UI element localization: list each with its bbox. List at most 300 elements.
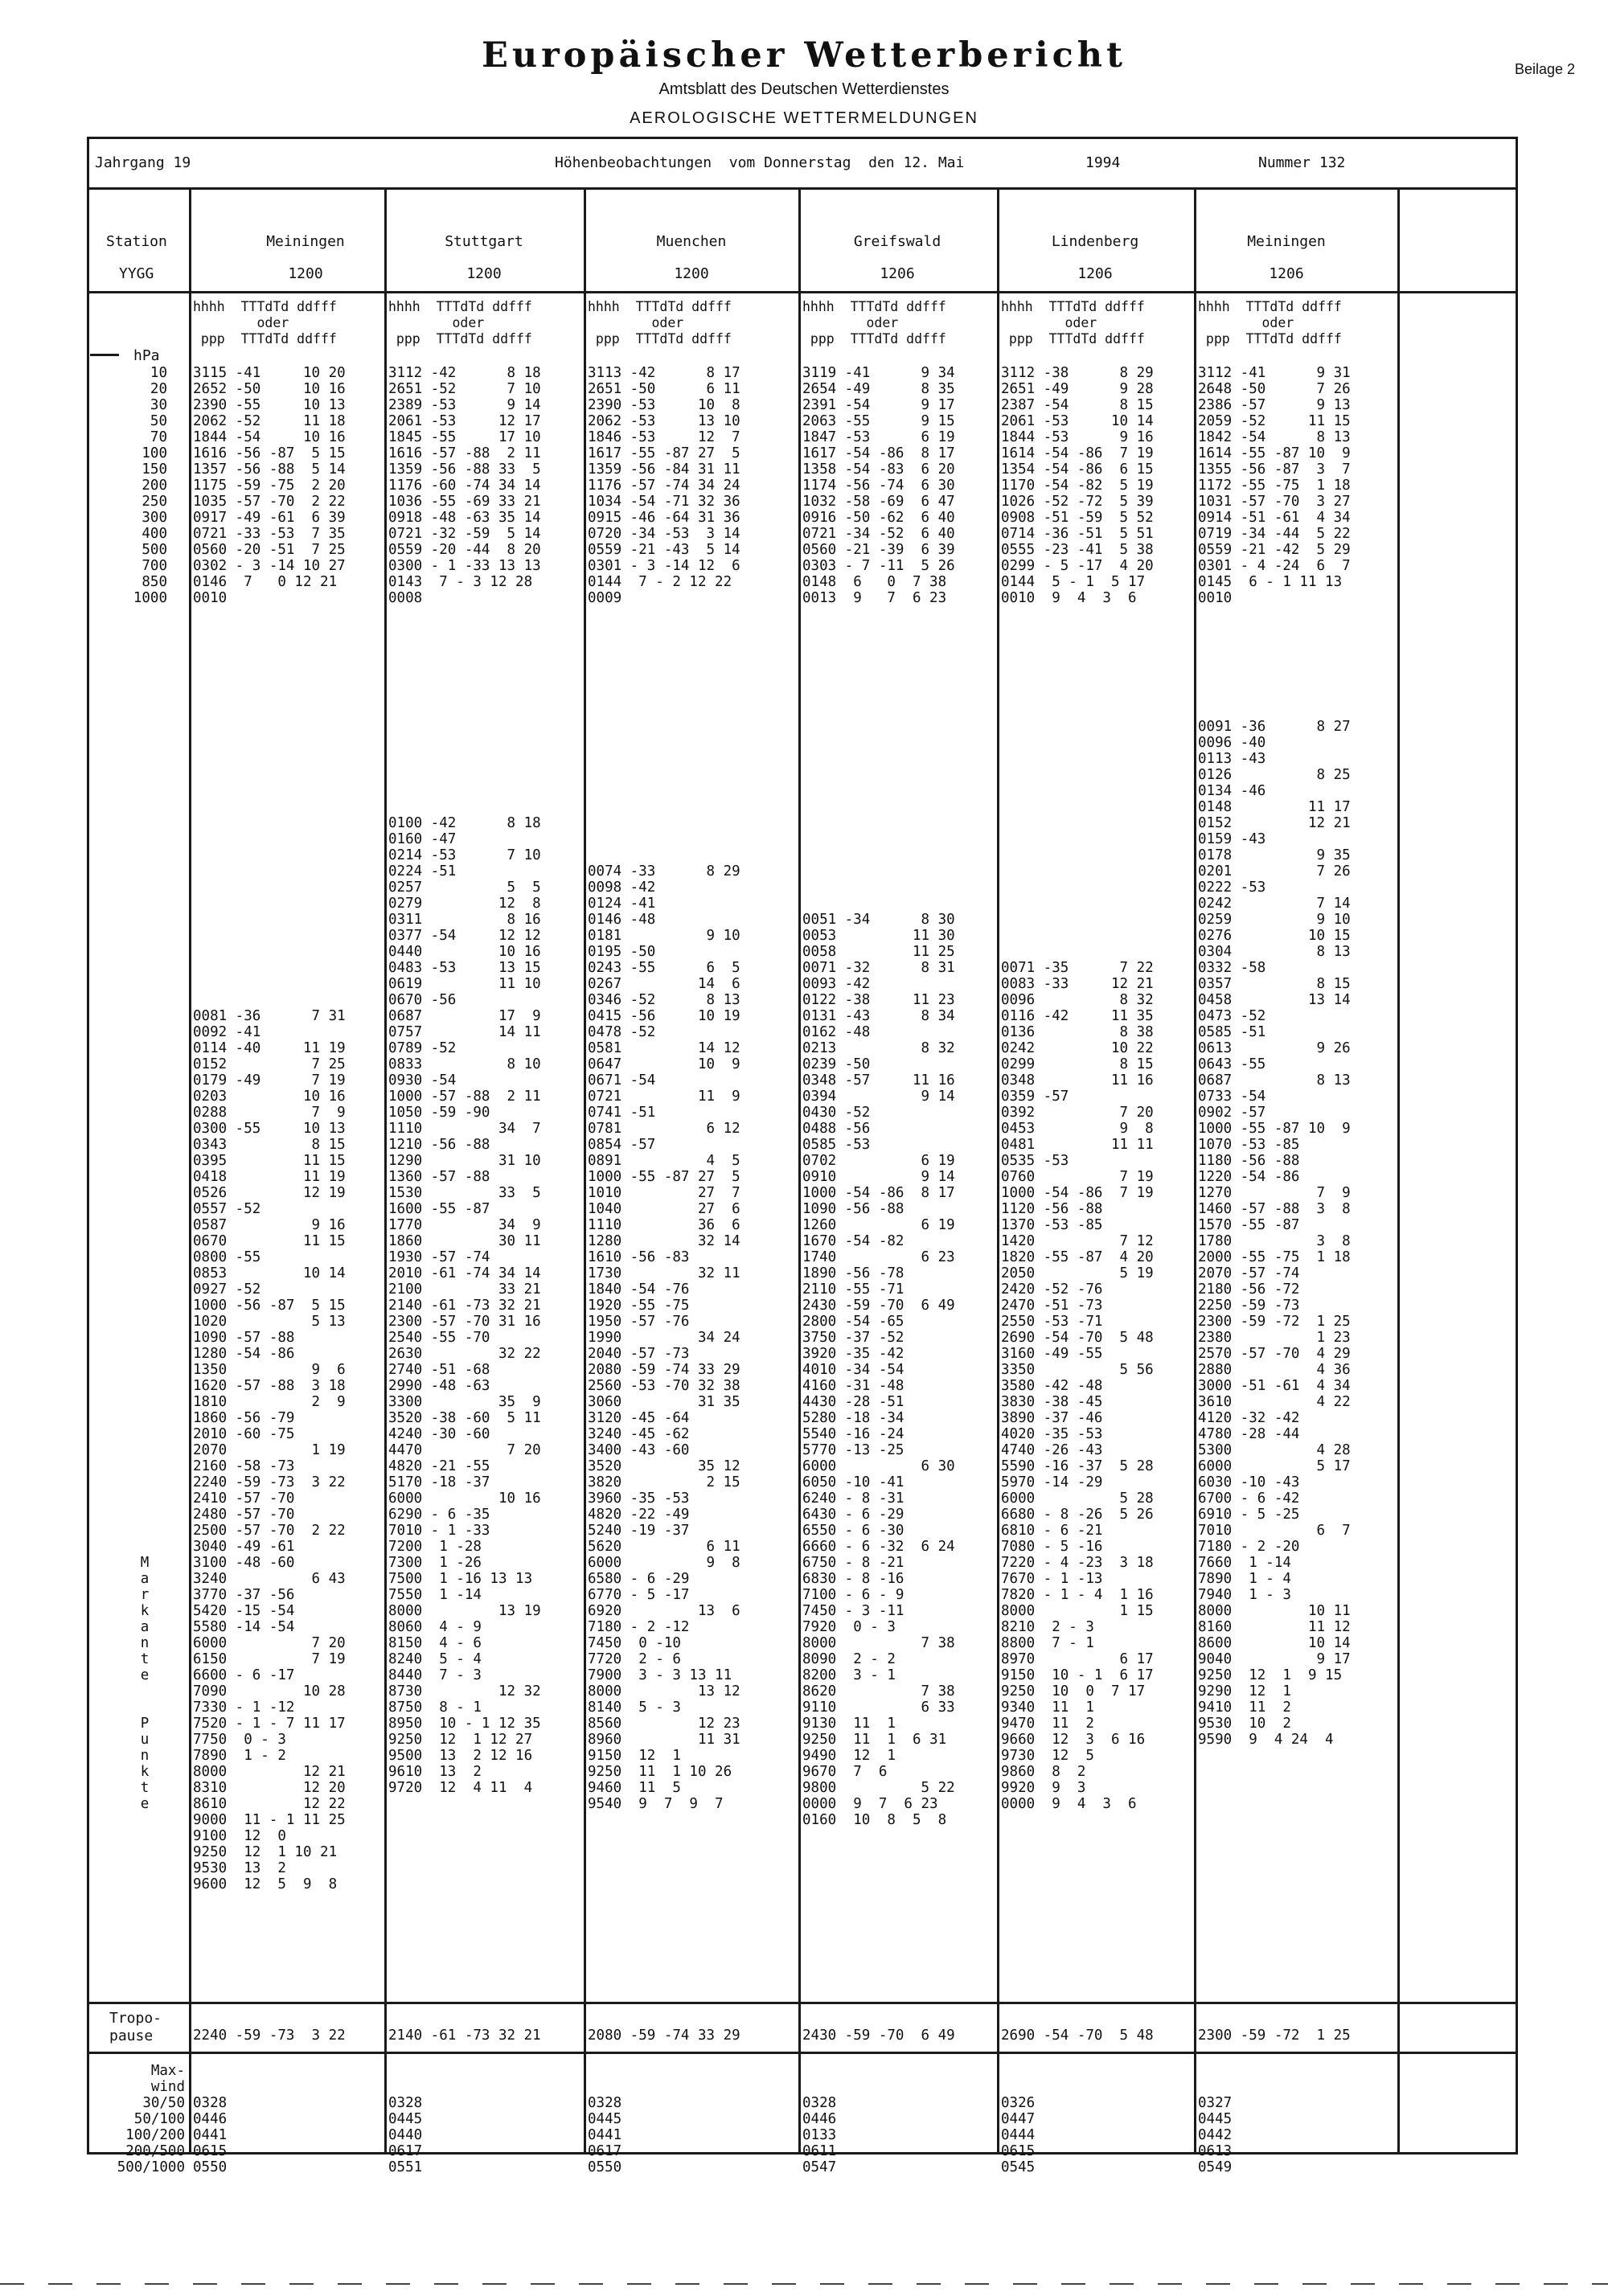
max-wind-label: Max-	[150, 2063, 185, 2079]
data-row: 0009	[588, 590, 622, 606]
data-row: 0549	[1198, 2159, 1233, 2175]
data-row: 1290 31 10	[388, 1153, 541, 1169]
data-row: 8150 4 - 6	[388, 1635, 482, 1651]
data-row: 0441	[588, 2127, 622, 2143]
data-row: 8000 12 21	[193, 1764, 346, 1780]
pressure-level: 20	[150, 381, 167, 397]
data-row: 0114 -40 11 19	[193, 1040, 346, 1056]
data-row: 2500 -57 -70 2 22	[193, 1523, 346, 1539]
data-row: 0259 9 10	[1198, 912, 1351, 928]
data-row: 9150 12 1	[588, 1748, 681, 1764]
data-row: 0092 -41	[193, 1024, 261, 1040]
data-row: 1359 -56 -84 31 11	[588, 461, 740, 478]
data-row: 0910 9 14	[802, 1169, 955, 1185]
column-header: oder	[588, 315, 684, 330]
pressure-level: 100	[142, 445, 167, 461]
data-row: 6000 6 30	[802, 1458, 955, 1474]
significant-levels	[802, 912, 955, 1828]
data-row: 1031 -57 -70 3 27	[1198, 494, 1351, 510]
data-row: 2390 -53 10 8	[588, 397, 740, 413]
data-row: 0418 11 19	[193, 1169, 346, 1185]
column-header: oder	[388, 315, 485, 330]
data-row: 7900 3 - 3 13 11	[588, 1667, 732, 1683]
data-row: 7330 - 1 -12	[193, 1699, 295, 1716]
data-row: 8750 8 - 1	[388, 1699, 482, 1716]
data-row: 0559 -21 -42 5 29	[1198, 542, 1351, 558]
data-row: 6290 - 6 -35	[388, 1507, 490, 1523]
data-row: 7100 - 6 - 9	[802, 1587, 904, 1603]
data-row: 9530 13 2	[193, 1860, 286, 1876]
standard-levels	[193, 365, 346, 606]
data-row: 8730 12 32	[388, 1683, 541, 1699]
data-row: 9000 11 - 1 11 25	[193, 1812, 346, 1828]
data-row: 1040 27 6	[588, 1201, 740, 1217]
vertical-letter: a	[140, 1571, 150, 1587]
pressure-level: 70	[150, 429, 167, 445]
data-row: 1000 -54 -86 8 17	[802, 1185, 955, 1201]
data-row: 3240 6 43	[193, 1571, 346, 1587]
data-row: 1210 -56 -88	[388, 1137, 490, 1153]
data-row: 1000 -55 -87 10 9	[1198, 1121, 1351, 1137]
data-row: 4430 -28 -51	[802, 1394, 904, 1410]
vertical-letter: k	[140, 1764, 150, 1780]
data-row: 1350 9 6	[193, 1362, 346, 1378]
data-row: 9130 11 1	[802, 1716, 896, 1732]
data-row: 0560 -20 -51 7 25	[193, 542, 346, 558]
data-row: 1610 -56 -83	[588, 1249, 690, 1265]
data-row: 9660 12 3 6 16	[1001, 1732, 1146, 1748]
data-row: 0581 14 12	[588, 1040, 740, 1056]
column-header: hhhh TTTdTd ddfff	[1001, 299, 1145, 314]
data-row: 3115 -41 10 20	[193, 365, 346, 381]
data-row: 0442	[1198, 2127, 1233, 2143]
data-row: 0239 -50	[802, 1056, 871, 1072]
data-row: 6000 9 8	[588, 1555, 740, 1571]
column-divider	[189, 187, 191, 2155]
data-row: 0096 -40	[1198, 735, 1266, 751]
data-row: 1842 -54 8 13	[1198, 429, 1351, 445]
data-row: 8800 7 - 1	[1001, 1635, 1094, 1651]
data-row: 1780 3 8	[1198, 1233, 1351, 1249]
data-row: 0914 -51 -61 4 34	[1198, 510, 1351, 526]
data-row: 0214 -53 7 10	[388, 847, 541, 863]
data-row: 0441	[193, 2127, 228, 2143]
column-header: ppp TTTdTd ddfff	[193, 331, 337, 346]
data-row: 5620 6 11	[588, 1539, 740, 1555]
tropopause-label-1: Tropo-	[109, 2010, 162, 2027]
data-row: 3240 -45 -62	[588, 1426, 690, 1442]
data-row: 2630 32 22	[388, 1346, 541, 1362]
data-row: 9250 10 0 7 17	[1001, 1683, 1146, 1699]
data-row: 5240 -19 -37	[588, 1523, 690, 1539]
data-row: 0587 9 16	[193, 1217, 346, 1233]
data-row: 0377 -54 12 12	[388, 928, 541, 944]
data-row: 1280 -54 -86	[193, 1346, 295, 1362]
data-row: 7890 1 - 2	[193, 1748, 286, 1764]
data-row: 1616 -56 -87 5 15	[193, 445, 346, 461]
column-header: ppp TTTdTd ddfff	[1001, 331, 1145, 346]
data-row: 2690 -54 -70 5 48	[1001, 1330, 1154, 1346]
supplement-label: Beilage 2	[1515, 61, 1576, 77]
tropopause-value: 2080 -59 -74 33 29	[588, 2027, 740, 2044]
data-row: 0670 -56	[388, 992, 457, 1008]
data-row: 0299 8 15	[1001, 1056, 1154, 1072]
data-row: 8440 7 - 3	[388, 1667, 482, 1683]
data-row: 6660 - 6 -32 6 24	[802, 1539, 955, 1555]
data-row: 0000 9 7 6 23	[802, 1796, 938, 1812]
column-header: ppp TTTdTd ddfff	[588, 331, 732, 346]
data-row: 6680 - 8 -26 5 26	[1001, 1507, 1154, 1523]
data-row: 2040 -57 -73	[588, 1346, 690, 1362]
significant-levels	[388, 815, 541, 1796]
data-row: 1860 -56 -79	[193, 1410, 295, 1426]
data-row: 2420 -52 -76	[1001, 1281, 1103, 1298]
data-row: 4820 -21 -55	[388, 1458, 490, 1474]
data-row: 0392 7 20	[1001, 1105, 1154, 1121]
column-header: oder	[193, 315, 289, 330]
data-row: 6050 -10 -41	[802, 1474, 904, 1490]
data-row: 0299 - 5 -17 4 20	[1001, 558, 1154, 574]
data-row: 0453 9 8	[1001, 1121, 1154, 1137]
data-row: 7220 - 4 -23 3 18	[1001, 1555, 1154, 1571]
data-row: 1090 -57 -88	[193, 1330, 295, 1346]
issue-number: Nummer 132	[1258, 154, 1346, 171]
data-row: 0545	[1001, 2159, 1036, 2175]
data-row: 6030 -10 -43	[1198, 1474, 1300, 1490]
column-header: ppp TTTdTd ddfff	[388, 331, 532, 346]
data-row: 7890 1 - 4	[1198, 1571, 1291, 1587]
data-row: 7200 1 -28	[388, 1539, 482, 1555]
data-row: 1420 7 12	[1001, 1233, 1154, 1249]
data-row: 0446	[193, 2111, 228, 2127]
data-row: 2651 -50 6 11	[588, 381, 740, 397]
volume-label: Jahrgang 19	[95, 154, 191, 171]
vertical-letter: t	[140, 1651, 150, 1667]
data-row: 6580 - 6 -29	[588, 1571, 690, 1587]
standard-levels	[1198, 365, 1351, 606]
data-row: 0741 -51	[588, 1105, 656, 1121]
data-row: 0550	[193, 2159, 228, 2175]
data-row: 0126 8 25	[1198, 767, 1351, 783]
data-row: 6000 5 17	[1198, 1458, 1351, 1474]
data-row: 0447	[1001, 2111, 1036, 2127]
pressure-level: 1000	[133, 590, 167, 606]
data-row: 1176 -57 -74 34 24	[588, 478, 740, 494]
data-row: 2391 -54 9 17	[802, 397, 955, 413]
data-row: 0647 10 9	[588, 1056, 740, 1072]
data-row: 0917 -49 -61 6 39	[193, 510, 346, 526]
data-row: 1354 -54 -86 6 15	[1001, 461, 1154, 478]
data-row: 8060 4 - 9	[388, 1619, 482, 1635]
data-row: 5540 -16 -24	[802, 1426, 904, 1442]
data-row: 0133	[802, 2127, 837, 2143]
data-row: 7090 10 28	[193, 1683, 346, 1699]
data-row: 0853 10 14	[193, 1265, 346, 1281]
data-row: 2062 -52 11 18	[193, 413, 346, 429]
data-row: 1175 -59 -75 2 20	[193, 478, 346, 494]
data-row: 0145 6 - 1 11 13	[1198, 574, 1343, 590]
data-row: 1670 -54 -82	[802, 1233, 904, 1249]
data-row: 4020 -35 -53	[1001, 1426, 1103, 1442]
data-row: 1370 -53 -85	[1001, 1217, 1103, 1233]
data-row: 0488 -56	[802, 1121, 871, 1137]
column-header: hhhh TTTdTd ddfff	[588, 299, 732, 314]
data-row: 2050 5 19	[1001, 1265, 1154, 1281]
data-row: 3300 35 9	[388, 1394, 541, 1410]
data-row: 0781 6 12	[588, 1121, 740, 1137]
vertical-letter: a	[140, 1619, 150, 1635]
data-row: 5280 -18 -34	[802, 1410, 904, 1426]
data-row: 5420 -15 -54	[193, 1603, 295, 1619]
data-row: 0301 - 4 -24 6 7	[1198, 558, 1351, 574]
data-row: 9670 7 6	[802, 1764, 888, 1780]
data-row: 0224 -51	[388, 863, 457, 879]
data-row: 6000 7 20	[193, 1635, 346, 1651]
data-row: 3112 -38 8 29	[1001, 365, 1154, 381]
data-row: 0346 -52 8 13	[588, 992, 740, 1008]
data-row: 2100 33 21	[388, 1281, 541, 1298]
data-row: 9800 5 22	[802, 1780, 955, 1796]
standard-levels	[1001, 365, 1154, 606]
data-row: 2654 -49 8 35	[802, 381, 955, 397]
station-name: Muenchen	[656, 233, 727, 250]
pressure-level: 700	[142, 558, 167, 574]
data-row: 8970 6 17	[1001, 1651, 1154, 1667]
data-row: 0687 8 13	[1198, 1072, 1351, 1089]
max-wind-label: 50/100	[133, 2111, 185, 2127]
data-row: 1460 -57 -88 3 8	[1198, 1201, 1351, 1217]
data-row: 7920 0 - 3	[802, 1619, 896, 1635]
data-row: 2010 -60 -75	[193, 1426, 295, 1442]
data-row: 0267 14 6	[588, 976, 740, 992]
data-row: 0148 11 17	[1198, 799, 1351, 815]
data-row: 5580 -14 -54	[193, 1619, 295, 1635]
data-row: 3400 -43 -60	[588, 1442, 690, 1458]
data-row: 0144 5 - 1 5 17	[1001, 574, 1146, 590]
time-label: YYGG	[119, 265, 154, 282]
data-row: 2240 -59 -73 3 22	[193, 1474, 346, 1490]
data-row: 0013 9 7 6 23	[802, 590, 947, 606]
data-row: 8000 13 19	[388, 1603, 541, 1619]
column-divider	[798, 187, 801, 2155]
data-row: 8160 11 12	[1198, 1619, 1351, 1635]
vertical-letter: t	[140, 1780, 150, 1796]
data-row: 0242 7 14	[1198, 896, 1351, 912]
data-row: 1950 -57 -76	[588, 1314, 690, 1330]
tropopause-value: 2240 -59 -73 3 22	[193, 2027, 346, 2044]
column-header: hhhh TTTdTd ddfff	[388, 299, 532, 314]
data-row: 0445	[588, 2111, 622, 2127]
data-row: 0096 8 32	[1001, 992, 1154, 1008]
max-wind-label: 100/200	[125, 2127, 185, 2143]
data-row: 9410 11 2	[1198, 1699, 1291, 1716]
data-row: 4160 -31 -48	[802, 1378, 904, 1394]
data-row: 0201 7 26	[1198, 863, 1351, 879]
data-row: 0162 -48	[802, 1024, 871, 1040]
station-header-divider	[87, 291, 1518, 293]
data-row: 1740 6 23	[802, 1249, 955, 1265]
data-row: 1600 -55 -87	[388, 1201, 490, 1217]
tropopause-value: 2140 -61 -73 32 21	[388, 2027, 541, 2044]
data-row: 6600 - 6 -17	[193, 1667, 295, 1683]
max-wind-values	[1198, 2095, 1232, 2175]
data-row: 0702 6 19	[802, 1153, 955, 1169]
data-row: 5590 -16 -37 5 28	[1001, 1458, 1154, 1474]
pressure-levels	[95, 365, 167, 606]
vertical-letter: r	[140, 1587, 150, 1603]
data-row: 0357 8 15	[1198, 976, 1351, 992]
data-row: 2080 -59 -74 33 29	[588, 1362, 740, 1378]
data-row: 1920 -55 -75	[588, 1298, 690, 1314]
data-row: 2061 -53 12 17	[388, 413, 541, 429]
data-row: 0010	[1198, 590, 1233, 606]
data-row: 0203 10 16	[193, 1089, 346, 1105]
data-row: 1120 -56 -88	[1001, 1201, 1103, 1217]
data-row: 9340 11 1	[1001, 1699, 1094, 1716]
data-row: 8950 10 - 1 12 35	[388, 1716, 541, 1732]
standard-levels	[802, 365, 955, 606]
station-name: Greifswald	[853, 233, 941, 250]
data-row: 8000 1 15	[1001, 1603, 1154, 1619]
data-row: 0195 -50	[588, 944, 656, 960]
data-row: 1617 -55 -87 27 5	[588, 445, 740, 461]
data-row: 0559 -20 -44 8 20	[388, 542, 541, 558]
data-row: 0557 -52	[193, 1201, 261, 1217]
data-row: 0159 -43	[1198, 831, 1266, 847]
station-time: 1206	[1269, 265, 1304, 282]
data-row: 6240 - 8 -31	[802, 1490, 904, 1507]
data-row: 0116 -42 11 35	[1001, 1008, 1154, 1024]
data-row: 0854 -57	[588, 1137, 656, 1153]
data-row: 0613	[1198, 2143, 1233, 2159]
data-row: 0081 -36 7 31	[193, 1008, 346, 1024]
data-row: 1034 -54 -71 32 36	[588, 494, 740, 510]
data-row: 3060 31 35	[588, 1394, 740, 1410]
data-row: 2380 1 23	[1198, 1330, 1351, 1346]
data-row: 2560 -53 -70 32 38	[588, 1378, 740, 1394]
data-row: 3920 -35 -42	[802, 1346, 904, 1362]
data-row: 0304 8 13	[1198, 944, 1351, 960]
data-row: 7940 1 - 3	[1198, 1587, 1291, 1603]
data-row: 0328	[193, 2095, 228, 2111]
data-row: 0302 - 3 -14 10 27	[193, 558, 346, 574]
data-row: 0348 -57 11 16	[802, 1072, 955, 1089]
data-row: 6920 13 6	[588, 1603, 740, 1619]
data-row: 0415 -56 10 19	[588, 1008, 740, 1024]
vertical-letter: k	[140, 1603, 150, 1619]
data-row: 3890 -37 -46	[1001, 1410, 1103, 1426]
data-row: 9250 12 1 12 27	[388, 1732, 533, 1748]
data-row: 4120 -32 -42	[1198, 1410, 1300, 1426]
pressure-level: 400	[142, 526, 167, 542]
data-row: 0100 -42 8 18	[388, 815, 541, 831]
data-row: 0891 4 5	[588, 1153, 740, 1169]
data-row: 1620 -57 -88 3 18	[193, 1378, 346, 1394]
data-row: 3119 -41 9 34	[802, 365, 955, 381]
data-row: 8000 7 38	[802, 1635, 955, 1651]
data-row: 1032 -58 -69 6 47	[802, 494, 955, 510]
data-row: 0311 8 16	[388, 912, 541, 928]
significant-levels	[193, 1008, 346, 1892]
station-time: 1200	[674, 265, 709, 282]
data-row: 8240 5 - 4	[388, 1651, 482, 1667]
pressure-level: 250	[142, 494, 167, 510]
data-row: 0918 -48 -63 35 14	[388, 510, 541, 526]
hpa-marker	[90, 354, 119, 356]
data-row: 4240 -30 -60	[388, 1426, 490, 1442]
data-row: 0535 -53	[1001, 1153, 1069, 1169]
data-row: 2648 -50 7 26	[1198, 381, 1351, 397]
data-row: 0760 7 19	[1001, 1169, 1154, 1185]
data-row: 2059 -52 11 15	[1198, 413, 1351, 429]
hpa-label: hPa	[133, 347, 160, 364]
data-row: 0152 12 21	[1198, 815, 1351, 831]
data-row: 2430 -59 -70 6 49	[802, 1298, 955, 1314]
data-row: 6830 - 8 -16	[802, 1571, 904, 1587]
data-row: 9250 12 1 10 21	[193, 1844, 338, 1860]
data-row: 0559 -21 -43 5 14	[588, 542, 740, 558]
data-row: 9250 12 1 9 15	[1198, 1667, 1343, 1683]
data-row: 0613 9 26	[1198, 1040, 1351, 1056]
data-row: 2651 -52 7 10	[388, 381, 541, 397]
data-row: 2300 -59 -72 1 25	[1198, 1314, 1351, 1330]
data-row: 6750 - 8 -21	[802, 1555, 904, 1571]
column-header: hhhh TTTdTd ddfff	[193, 299, 337, 314]
data-row: 0146 -48	[588, 912, 656, 928]
data-row: 7010 6 7	[1198, 1523, 1351, 1539]
data-row: 7750 0 - 3	[193, 1732, 286, 1748]
data-row: 0000 9 4 3 6	[1001, 1796, 1137, 1812]
data-row: 0098 -42	[588, 879, 656, 896]
data-row: 9490 12 1	[802, 1748, 896, 1764]
data-row: 0670 11 15	[193, 1233, 346, 1249]
data-row: 2000 -55 -75 1 18	[1198, 1249, 1351, 1265]
data-row: 3770 -37 -56	[193, 1587, 295, 1603]
data-row: 7820 - 1 - 4 1 16	[1001, 1587, 1154, 1603]
data-row: 3960 -35 -53	[588, 1490, 690, 1507]
standard-levels	[588, 365, 740, 606]
data-row: 8000 13 12	[588, 1683, 740, 1699]
max-wind-label: 500/1000	[117, 2159, 185, 2175]
data-row: 0343 8 15	[193, 1137, 346, 1153]
station-time: 1200	[288, 265, 323, 282]
data-row: 8140 5 - 3	[588, 1699, 681, 1716]
data-row: 1180 -56 -88	[1198, 1153, 1300, 1169]
data-row: 6000 5 28	[1001, 1490, 1154, 1507]
data-row: 0611	[802, 2143, 837, 2159]
data-row: 0444	[1001, 2127, 1036, 2143]
data-row: 2390 -55 10 13	[193, 397, 346, 413]
data-row: 0445	[388, 2111, 423, 2127]
data-row: 3000 -51 -61 4 34	[1198, 1378, 1351, 1394]
data-row: 6700 - 6 -42	[1198, 1490, 1300, 1507]
column-header: oder	[1198, 315, 1294, 330]
data-row: 9470 11 2	[1001, 1716, 1094, 1732]
data-row: 0440 10 16	[388, 944, 541, 960]
data-row: 1570 -55 -87	[1198, 1217, 1300, 1233]
section-heading: AEROLOGISCHE WETTERMELDUNGEN	[630, 109, 978, 127]
data-row: 0326	[1001, 2095, 1036, 2111]
data-row: 0619 11 10	[388, 976, 541, 992]
data-row: 2010 -61 -74 34 14	[388, 1265, 541, 1281]
data-row: 0440	[388, 2127, 423, 2143]
data-row: 1260 6 19	[802, 1217, 955, 1233]
data-row: 0430 -52	[802, 1105, 871, 1121]
data-row: 0332 -58	[1198, 960, 1266, 976]
data-row: 5770 -13 -25	[802, 1442, 904, 1458]
report-title: Europäischer Wetterbericht	[482, 35, 1126, 76]
data-row: 9920 9 3	[1001, 1780, 1086, 1796]
